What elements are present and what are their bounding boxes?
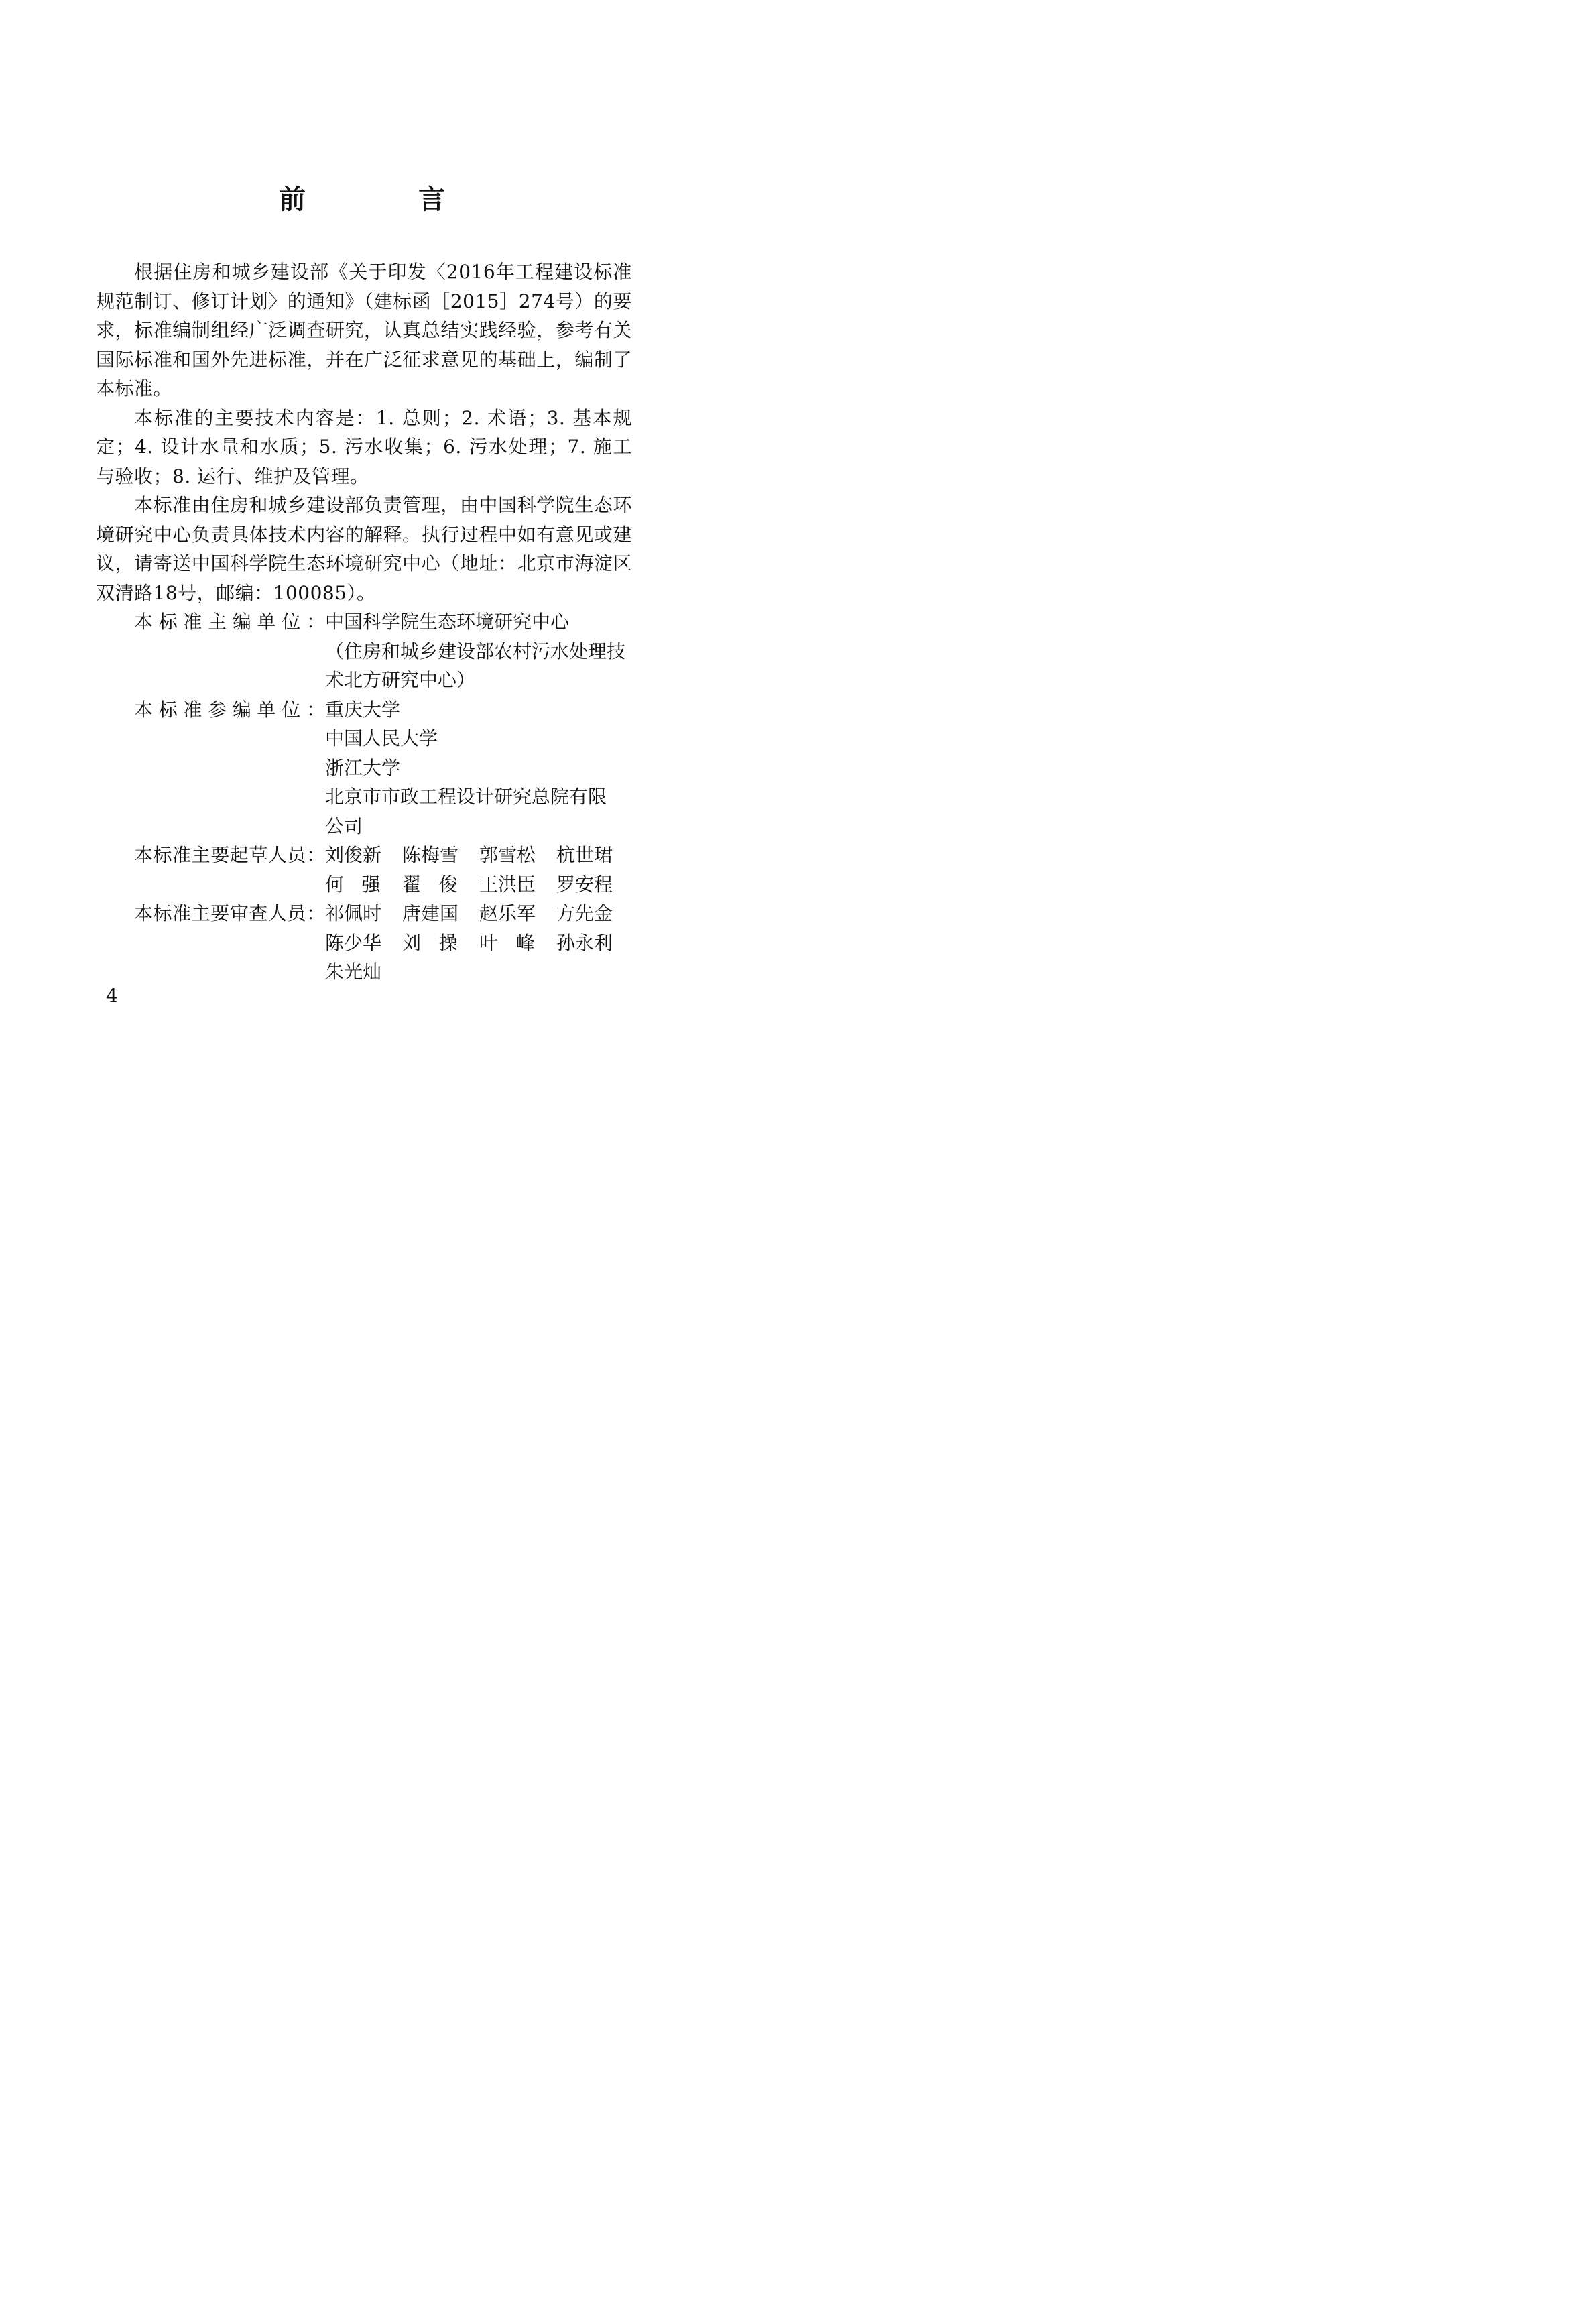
- reviewers-label: 本标准主要审查人员：: [134, 902, 325, 924]
- person-name: 王洪臣: [479, 873, 536, 896]
- names-line: [325, 841, 633, 870]
- person-name: 陈少华: [325, 931, 382, 954]
- person-name: 唐建国: [402, 902, 459, 924]
- drafters-label: 本标准主要起草人员：: [134, 844, 325, 866]
- person-name: 郭雪松: [479, 844, 536, 866]
- org-line: （住房和城乡建设部农村污水处理技: [325, 640, 626, 662]
- participants-row: [96, 695, 632, 841]
- person-name: 翟俊: [402, 873, 476, 896]
- org-line: 北京市市政工程设计研究总院有限: [325, 786, 607, 808]
- person-name: 孙永利: [556, 931, 613, 954]
- reviewers-row: [96, 899, 632, 987]
- org-line: 公司: [325, 814, 363, 837]
- preface-body: [96, 257, 632, 987]
- person-name: 陈梅雪: [402, 844, 459, 866]
- names-line: [325, 870, 633, 900]
- names-line: [325, 928, 633, 958]
- chief-editor-values: [325, 607, 632, 695]
- org-line: 中国人民大学: [325, 727, 438, 749]
- chief-editor-label: 本标准主编单位：: [134, 611, 325, 633]
- organization-list: [96, 607, 632, 987]
- paragraph-contents: 本标准的主要技术内容是：1. 总则；2. 术语；3. 基本规定；4. 设计水量和水质；5. 污水收集；6. 污水处理；7. 施工与验收；8. 运行、维护及管理。: [96, 406, 632, 487]
- participants-label: 本标准参编单位：: [134, 698, 325, 721]
- org-line: 术北方研究中心）: [325, 669, 476, 691]
- participants-values: [325, 695, 632, 841]
- person-name: 赵乐军: [479, 902, 536, 924]
- paragraph-management: 本标准由住房和城乡建设部负责管理，由中国科学院生态环境研究中心负责具体技术内容的解释。执行过程中如有意见或建议，请寄送中国科学院生态环境研究中心（地址：北京市海淀区双清路18号，邮编：100085）。: [96, 494, 632, 604]
- page-title: 前 言: [279, 184, 488, 215]
- page-number: 4: [106, 985, 118, 1007]
- paragraph-basis: 根据住房和城乡建设部《关于印发〈2016年工程建设标准规范制订、修订计划〉的通知》（建标函［2015］274号）的要求，标准编制组经广泛调查研究，认真总结实践经验，参考有关国际标准和国外先进标准，并在广泛征求意见的基础上，编制了本标准。: [96, 261, 632, 400]
- drafters-row: [96, 841, 632, 899]
- names-line: [325, 957, 633, 987]
- person-name: 刘俊新: [325, 844, 382, 866]
- person-name: 杭世珺: [556, 844, 613, 866]
- reviewers-values: [325, 899, 633, 987]
- person-name: 何强: [325, 873, 399, 896]
- chief-editor-row: [96, 607, 632, 695]
- person-name: 方先金: [556, 902, 613, 924]
- drafters-values: [325, 841, 633, 899]
- person-name: 朱光灿: [325, 961, 382, 983]
- org-line: 重庆大学: [325, 698, 401, 721]
- person-name: 叶峰: [479, 931, 553, 954]
- person-name: 刘操: [402, 931, 476, 954]
- person-name: 罗安程: [556, 873, 613, 896]
- names-line: [325, 899, 633, 928]
- person-name: 祁佩时: [325, 902, 382, 924]
- org-line: 浙江大学: [325, 756, 401, 779]
- org-line: 中国科学院生态环境研究中心: [325, 611, 570, 633]
